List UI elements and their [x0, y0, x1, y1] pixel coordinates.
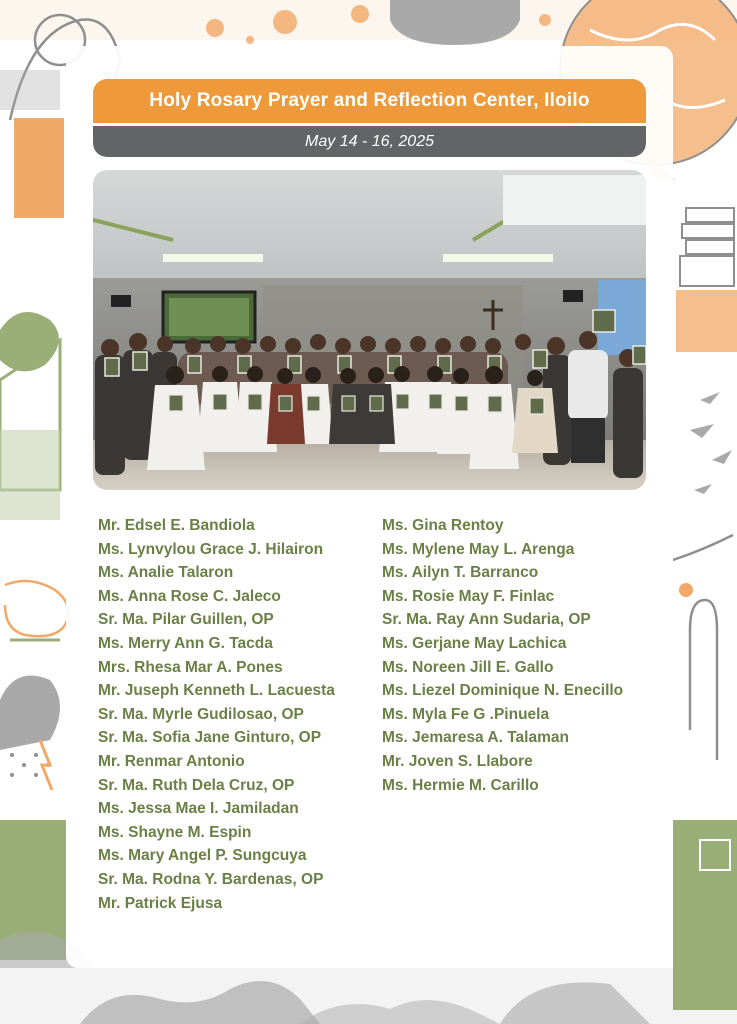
- participant-name: Ms. Ailyn T. Barranco: [382, 564, 539, 582]
- participant-name: Ms. Gina Rentoy: [382, 517, 504, 534]
- participant-name: Ms. Mylene May L. Arenga: [382, 540, 575, 558]
- participant-name: Ms. Lynvylou Grace J. Hilairon: [98, 540, 324, 558]
- participant-name: Sr. Ma. Pilar Guillen, OP: [98, 611, 274, 629]
- participant-name: Ms. Gerjane May Lachica: [382, 634, 567, 652]
- participant-name: Mrs. Rhesa Mar A. Pones: [98, 658, 283, 676]
- participant-name: Mr. Juseph Kenneth L. Lacuesta: [98, 682, 335, 700]
- participant-name: Sr. Ma. Sofia Jane Ginturo, OP: [98, 729, 322, 747]
- book-stack-illustration: [686, 208, 734, 222]
- event-dates: May 14 - 16, 2025: [305, 132, 434, 150]
- venue-title: Holy Rosary Prayer and Reflection Center, Iloilo: [149, 90, 590, 111]
- participant-name: Ms. Mary Angel P. Sungcuya: [98, 847, 307, 865]
- group-photo: [93, 170, 646, 490]
- participant-name: Ms. Myla Fe G .Pinuela: [382, 705, 550, 723]
- participant-name: Ms. Noreen Jill E. Gallo: [382, 658, 554, 676]
- participant-name: Ms. Shayne M. Espin: [98, 823, 252, 841]
- participant-name: Ms. Liezel Dominique N. Enecillo: [382, 682, 624, 700]
- participant-name: Ms. Jessa Mae I. Jamiladan: [98, 800, 299, 818]
- poster-illustration: [14, 118, 64, 218]
- participant-name: Ms. Anna Rose C. Jaleco: [98, 587, 281, 605]
- date-banner: [93, 126, 646, 157]
- participant-name: Ms. Hermie M. Carillo: [382, 776, 539, 794]
- participant-name: Mr. Edsel E. Bandiola: [98, 517, 255, 534]
- participant-list-right: [382, 514, 623, 797]
- participant-name: Ms. Merry Ann G. Tacda: [98, 634, 273, 652]
- participant-name: Ms. Rosie May F. Finlac: [382, 587, 555, 605]
- participant-name: Ms. Analie Talaron: [98, 564, 234, 582]
- participant-list-left: [98, 514, 335, 915]
- participant-name: Sr. Ma. Rodna Y. Bardenas, OP: [98, 870, 324, 888]
- participant-name: Sr. Ma. Ray Ann Sudaria, OP: [382, 611, 591, 629]
- participant-name: Sr. Ma. Myrle Gudilosao, OP: [98, 705, 304, 723]
- participant-name: Ms. Jemaresa A. Talaman: [382, 729, 569, 747]
- participant-name: Mr. Patrick Ejusa: [98, 894, 223, 912]
- venue-title-banner: [93, 79, 646, 123]
- participant-name: Mr. Renmar Antonio: [98, 752, 245, 770]
- participant-name: Mr. Joven S. Llabore: [382, 752, 533, 770]
- participant-name: Sr. Ma. Ruth Dela Cruz, OP: [98, 776, 295, 794]
